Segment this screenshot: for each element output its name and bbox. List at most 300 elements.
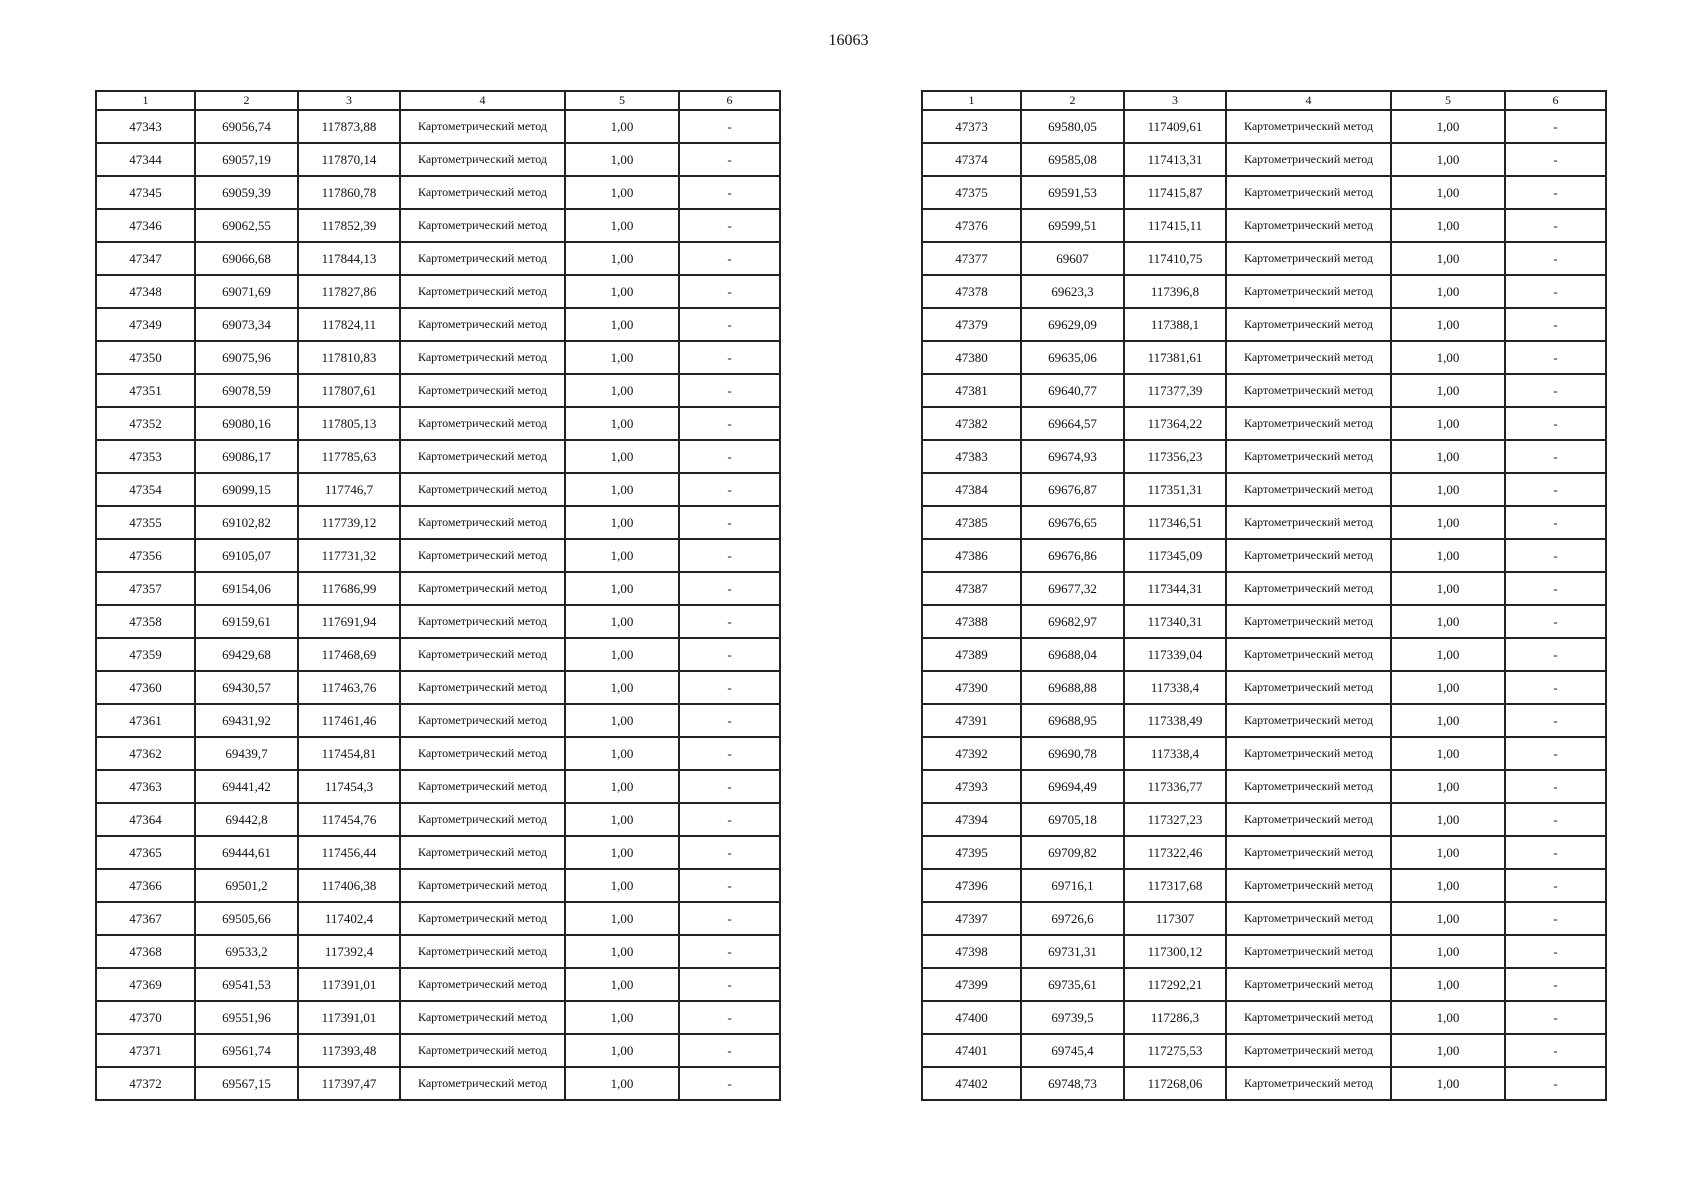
x-coordinate-cell: 69731,31 — [1021, 935, 1124, 968]
accuracy-cell: 1,00 — [565, 605, 679, 638]
note-cell: - — [1505, 209, 1606, 242]
table-row — [922, 506, 1606, 539]
column-header-6: 6 — [679, 91, 780, 110]
x-coordinate-cell: 69154,06 — [195, 572, 298, 605]
note-cell: - — [1505, 869, 1606, 902]
note-cell: - — [679, 572, 780, 605]
x-coordinate-cell: 69567,15 — [195, 1067, 298, 1100]
point-number-cell: 47378 — [922, 275, 1021, 308]
y-coordinate-cell: 117381,61 — [1124, 341, 1226, 374]
point-number-cell: 47383 — [922, 440, 1021, 473]
table-row — [922, 1034, 1606, 1067]
note-cell: - — [1505, 1067, 1606, 1100]
note-cell: - — [679, 407, 780, 440]
y-coordinate-cell: 117391,01 — [298, 968, 400, 1001]
table-body — [96, 110, 780, 1100]
point-number-cell: 47399 — [922, 968, 1021, 1001]
x-coordinate-cell: 69439,7 — [195, 737, 298, 770]
method-cell: Картометрический метод — [400, 902, 565, 935]
point-number-cell: 47381 — [922, 374, 1021, 407]
note-cell: - — [1505, 935, 1606, 968]
table-row — [922, 572, 1606, 605]
y-coordinate-cell: 117396,8 — [1124, 275, 1226, 308]
y-coordinate-cell: 117810,83 — [298, 341, 400, 374]
method-cell: Картометрический метод — [400, 803, 565, 836]
note-cell: - — [1505, 143, 1606, 176]
coordinates-table-left — [95, 90, 781, 1101]
x-coordinate-cell: 69159,61 — [195, 605, 298, 638]
x-coordinate-cell: 69739,5 — [1021, 1001, 1124, 1034]
note-cell: - — [679, 770, 780, 803]
x-coordinate-cell: 69541,53 — [195, 968, 298, 1001]
accuracy-cell: 1,00 — [1391, 935, 1505, 968]
note-cell: - — [679, 638, 780, 671]
x-coordinate-cell: 69688,88 — [1021, 671, 1124, 704]
point-number-cell: 47376 — [922, 209, 1021, 242]
method-cell: Картометрический метод — [400, 968, 565, 1001]
table-row — [96, 869, 780, 902]
accuracy-cell: 1,00 — [565, 539, 679, 572]
note-cell: - — [679, 539, 780, 572]
note-cell: - — [1505, 638, 1606, 671]
note-cell: - — [1505, 374, 1606, 407]
method-cell: Картометрический метод — [1226, 1034, 1391, 1067]
method-cell: Картометрический метод — [400, 176, 565, 209]
x-coordinate-cell: 69075,96 — [195, 341, 298, 374]
point-number-cell: 47356 — [96, 539, 195, 572]
table-row — [922, 341, 1606, 374]
accuracy-cell: 1,00 — [565, 143, 679, 176]
point-number-cell: 47401 — [922, 1034, 1021, 1067]
note-cell: - — [679, 440, 780, 473]
accuracy-cell: 1,00 — [565, 737, 679, 770]
note-cell: - — [1505, 341, 1606, 374]
accuracy-cell: 1,00 — [1391, 374, 1505, 407]
x-coordinate-cell: 69635,06 — [1021, 341, 1124, 374]
table-row — [96, 638, 780, 671]
accuracy-cell: 1,00 — [565, 1034, 679, 1067]
note-cell: - — [1505, 440, 1606, 473]
note-cell: - — [679, 1067, 780, 1100]
accuracy-cell: 1,00 — [565, 275, 679, 308]
x-coordinate-cell: 69073,34 — [195, 308, 298, 341]
column-header-1: 1 — [96, 91, 195, 110]
table-row — [922, 671, 1606, 704]
table-row — [96, 473, 780, 506]
table-row — [922, 836, 1606, 869]
accuracy-cell: 1,00 — [1391, 308, 1505, 341]
point-number-cell: 47373 — [922, 110, 1021, 143]
note-cell: - — [1505, 605, 1606, 638]
note-cell: - — [679, 374, 780, 407]
y-coordinate-cell: 117413,31 — [1124, 143, 1226, 176]
y-coordinate-cell: 117327,23 — [1124, 803, 1226, 836]
point-number-cell: 47388 — [922, 605, 1021, 638]
x-coordinate-cell: 69429,68 — [195, 638, 298, 671]
accuracy-cell: 1,00 — [565, 1067, 679, 1100]
table-row — [922, 374, 1606, 407]
note-cell: - — [679, 803, 780, 836]
table-row — [922, 539, 1606, 572]
point-number-cell: 47371 — [96, 1034, 195, 1067]
table-row — [922, 275, 1606, 308]
table-row — [96, 275, 780, 308]
method-cell: Картометрический метод — [1226, 605, 1391, 638]
x-coordinate-cell: 69551,96 — [195, 1001, 298, 1034]
table-row — [922, 638, 1606, 671]
y-coordinate-cell: 117873,88 — [298, 110, 400, 143]
method-cell: Картометрический метод — [400, 506, 565, 539]
table-row — [96, 968, 780, 1001]
method-cell: Картометрический метод — [1226, 572, 1391, 605]
table-row — [96, 737, 780, 770]
x-coordinate-cell: 69062,55 — [195, 209, 298, 242]
method-cell: Картометрический метод — [1226, 935, 1391, 968]
y-coordinate-cell: 117340,31 — [1124, 605, 1226, 638]
note-cell: - — [679, 1034, 780, 1067]
table-row — [96, 242, 780, 275]
note-cell: - — [1505, 803, 1606, 836]
point-number-cell: 47369 — [96, 968, 195, 1001]
accuracy-cell: 1,00 — [565, 1001, 679, 1034]
point-number-cell: 47351 — [96, 374, 195, 407]
table-row — [922, 143, 1606, 176]
point-number-cell: 47372 — [96, 1067, 195, 1100]
x-coordinate-cell: 69591,53 — [1021, 176, 1124, 209]
note-cell: - — [679, 869, 780, 902]
table-row — [96, 110, 780, 143]
x-coordinate-cell: 69735,61 — [1021, 968, 1124, 1001]
method-cell: Картометрический метод — [400, 209, 565, 242]
accuracy-cell: 1,00 — [1391, 605, 1505, 638]
y-coordinate-cell: 117275,53 — [1124, 1034, 1226, 1067]
point-number-cell: 47366 — [96, 869, 195, 902]
y-coordinate-cell: 117824,11 — [298, 308, 400, 341]
table-row — [922, 737, 1606, 770]
x-coordinate-cell: 69561,74 — [195, 1034, 298, 1067]
accuracy-cell: 1,00 — [1391, 275, 1505, 308]
accuracy-cell: 1,00 — [565, 836, 679, 869]
point-number-cell: 47402 — [922, 1067, 1021, 1100]
point-number-cell: 47355 — [96, 506, 195, 539]
table-row — [96, 770, 780, 803]
accuracy-cell: 1,00 — [565, 374, 679, 407]
y-coordinate-cell: 117454,3 — [298, 770, 400, 803]
point-number-cell: 47395 — [922, 836, 1021, 869]
method-cell: Картометрический метод — [400, 143, 565, 176]
accuracy-cell: 1,00 — [1391, 242, 1505, 275]
y-coordinate-cell: 117785,63 — [298, 440, 400, 473]
table-row — [922, 440, 1606, 473]
y-coordinate-cell: 117286,3 — [1124, 1001, 1226, 1034]
accuracy-cell: 1,00 — [1391, 341, 1505, 374]
table-row — [96, 308, 780, 341]
x-coordinate-cell: 69690,78 — [1021, 737, 1124, 770]
method-cell: Картометрический метод — [1226, 539, 1391, 572]
method-cell: Картометрический метод — [1226, 407, 1391, 440]
method-cell: Картометрический метод — [1226, 143, 1391, 176]
point-number-cell: 47396 — [922, 869, 1021, 902]
method-cell: Картометрический метод — [400, 638, 565, 671]
y-coordinate-cell: 117322,46 — [1124, 836, 1226, 869]
note-cell: - — [679, 704, 780, 737]
point-number-cell: 47377 — [922, 242, 1021, 275]
note-cell: - — [1505, 308, 1606, 341]
point-number-cell: 47362 — [96, 737, 195, 770]
table-row — [96, 209, 780, 242]
point-number-cell: 47367 — [96, 902, 195, 935]
accuracy-cell: 1,00 — [565, 341, 679, 374]
x-coordinate-cell: 69585,08 — [1021, 143, 1124, 176]
accuracy-cell: 1,00 — [1391, 473, 1505, 506]
note-cell: - — [1505, 671, 1606, 704]
point-number-cell: 47379 — [922, 308, 1021, 341]
y-coordinate-cell: 117392,4 — [298, 935, 400, 968]
table-row — [96, 506, 780, 539]
note-cell: - — [1505, 539, 1606, 572]
x-coordinate-cell: 69676,87 — [1021, 473, 1124, 506]
table-header — [922, 91, 1606, 110]
table-row — [96, 407, 780, 440]
page-number: 16063 — [828, 32, 869, 49]
y-coordinate-cell: 117746,7 — [298, 473, 400, 506]
point-number-cell: 47360 — [96, 671, 195, 704]
y-coordinate-cell: 117468,69 — [298, 638, 400, 671]
table-row — [922, 968, 1606, 1001]
x-coordinate-cell: 69580,05 — [1021, 110, 1124, 143]
method-cell: Картометрический метод — [1226, 341, 1391, 374]
table-row — [922, 902, 1606, 935]
accuracy-cell: 1,00 — [1391, 770, 1505, 803]
x-coordinate-cell: 69099,15 — [195, 473, 298, 506]
x-coordinate-cell: 69674,93 — [1021, 440, 1124, 473]
point-number-cell: 47389 — [922, 638, 1021, 671]
table-row — [96, 935, 780, 968]
method-cell: Картометрический метод — [400, 737, 565, 770]
method-cell: Картометрический метод — [1226, 704, 1391, 737]
method-cell: Картометрический метод — [400, 110, 565, 143]
y-coordinate-cell: 117686,99 — [298, 572, 400, 605]
point-number-cell: 47391 — [922, 704, 1021, 737]
accuracy-cell: 1,00 — [565, 671, 679, 704]
method-cell: Картометрический метод — [1226, 176, 1391, 209]
column-header-4: 4 — [1226, 91, 1391, 110]
method-cell: Картометрический метод — [1226, 638, 1391, 671]
y-coordinate-cell: 117336,77 — [1124, 770, 1226, 803]
method-cell: Картометрический метод — [400, 836, 565, 869]
column-header-2: 2 — [1021, 91, 1124, 110]
accuracy-cell: 1,00 — [565, 869, 679, 902]
table-row — [96, 704, 780, 737]
coordinates-table-right — [921, 90, 1607, 1101]
table-row — [922, 473, 1606, 506]
table-row — [96, 1001, 780, 1034]
point-number-cell: 47359 — [96, 638, 195, 671]
x-coordinate-cell: 69688,95 — [1021, 704, 1124, 737]
method-cell: Картометрический метод — [400, 341, 565, 374]
y-coordinate-cell: 117300,12 — [1124, 935, 1226, 968]
method-cell: Картометрический метод — [1226, 209, 1391, 242]
x-coordinate-cell: 69682,97 — [1021, 605, 1124, 638]
method-cell: Картометрический метод — [1226, 374, 1391, 407]
x-coordinate-cell: 69057,19 — [195, 143, 298, 176]
point-number-cell: 47357 — [96, 572, 195, 605]
note-cell: - — [1505, 572, 1606, 605]
note-cell: - — [1505, 737, 1606, 770]
accuracy-cell: 1,00 — [1391, 671, 1505, 704]
method-cell: Картометрический метод — [400, 704, 565, 737]
y-coordinate-cell: 117307 — [1124, 902, 1226, 935]
table-row — [922, 1001, 1606, 1034]
x-coordinate-cell: 69105,07 — [195, 539, 298, 572]
point-number-cell: 47380 — [922, 341, 1021, 374]
x-coordinate-cell: 69664,57 — [1021, 407, 1124, 440]
table-row — [922, 704, 1606, 737]
x-coordinate-cell: 69059,39 — [195, 176, 298, 209]
accuracy-cell: 1,00 — [1391, 572, 1505, 605]
y-coordinate-cell: 117844,13 — [298, 242, 400, 275]
method-cell: Картометрический метод — [1226, 1067, 1391, 1100]
method-cell: Картометрический метод — [400, 671, 565, 704]
x-coordinate-cell: 69501,2 — [195, 869, 298, 902]
table-row — [96, 902, 780, 935]
point-number-cell: 47382 — [922, 407, 1021, 440]
x-coordinate-cell: 69677,32 — [1021, 572, 1124, 605]
method-cell: Картометрический метод — [1226, 836, 1391, 869]
accuracy-cell: 1,00 — [565, 407, 679, 440]
point-number-cell: 47361 — [96, 704, 195, 737]
table-row — [96, 836, 780, 869]
y-coordinate-cell: 117393,48 — [298, 1034, 400, 1067]
note-cell: - — [679, 968, 780, 1001]
accuracy-cell: 1,00 — [565, 935, 679, 968]
point-number-cell: 47354 — [96, 473, 195, 506]
point-number-cell: 47386 — [922, 539, 1021, 572]
x-coordinate-cell: 69726,6 — [1021, 902, 1124, 935]
y-coordinate-cell: 117739,12 — [298, 506, 400, 539]
accuracy-cell: 1,00 — [565, 176, 679, 209]
note-cell: - — [679, 242, 780, 275]
point-number-cell: 47364 — [96, 803, 195, 836]
table-row — [96, 671, 780, 704]
accuracy-cell: 1,00 — [1391, 539, 1505, 572]
accuracy-cell: 1,00 — [565, 572, 679, 605]
accuracy-cell: 1,00 — [1391, 1001, 1505, 1034]
method-cell: Картометрический метод — [1226, 803, 1391, 836]
note-cell: - — [679, 275, 780, 308]
y-coordinate-cell: 117456,44 — [298, 836, 400, 869]
note-cell: - — [679, 176, 780, 209]
accuracy-cell: 1,00 — [565, 242, 679, 275]
accuracy-cell: 1,00 — [565, 209, 679, 242]
y-coordinate-cell: 117461,46 — [298, 704, 400, 737]
table-row — [96, 1067, 780, 1100]
accuracy-cell: 1,00 — [565, 968, 679, 1001]
accuracy-cell: 1,00 — [565, 506, 679, 539]
table-row — [922, 242, 1606, 275]
y-coordinate-cell: 117344,31 — [1124, 572, 1226, 605]
y-coordinate-cell: 117377,39 — [1124, 374, 1226, 407]
method-cell: Картометрический метод — [400, 473, 565, 506]
column-header-3: 3 — [298, 91, 400, 110]
note-cell: - — [1505, 473, 1606, 506]
x-coordinate-cell: 69078,59 — [195, 374, 298, 407]
x-coordinate-cell: 69102,82 — [195, 506, 298, 539]
method-cell: Картометрический метод — [1226, 110, 1391, 143]
note-cell: - — [679, 506, 780, 539]
method-cell: Картометрический метод — [1226, 242, 1391, 275]
point-number-cell: 47353 — [96, 440, 195, 473]
accuracy-cell: 1,00 — [1391, 902, 1505, 935]
point-number-cell: 47398 — [922, 935, 1021, 968]
method-cell: Картометрический метод — [1226, 473, 1391, 506]
table-row — [96, 143, 780, 176]
y-coordinate-cell: 117338,4 — [1124, 671, 1226, 704]
method-cell: Картометрический метод — [400, 605, 565, 638]
method-cell: Картометрический метод — [1226, 770, 1391, 803]
accuracy-cell: 1,00 — [1391, 836, 1505, 869]
method-cell: Картометрический метод — [1226, 275, 1391, 308]
accuracy-cell: 1,00 — [1391, 407, 1505, 440]
note-cell: - — [679, 110, 780, 143]
method-cell: Картометрический метод — [1226, 737, 1391, 770]
y-coordinate-cell: 117268,06 — [1124, 1067, 1226, 1100]
x-coordinate-cell: 69676,86 — [1021, 539, 1124, 572]
y-coordinate-cell: 117339,04 — [1124, 638, 1226, 671]
x-coordinate-cell: 69748,73 — [1021, 1067, 1124, 1100]
y-coordinate-cell: 117338,49 — [1124, 704, 1226, 737]
note-cell: - — [1505, 242, 1606, 275]
note-cell: - — [679, 902, 780, 935]
table-row — [922, 770, 1606, 803]
note-cell: - — [1505, 110, 1606, 143]
column-header-2: 2 — [195, 91, 298, 110]
note-cell: - — [679, 209, 780, 242]
y-coordinate-cell: 117805,13 — [298, 407, 400, 440]
point-number-cell: 47397 — [922, 902, 1021, 935]
point-number-cell: 47393 — [922, 770, 1021, 803]
point-number-cell: 47385 — [922, 506, 1021, 539]
column-header-1: 1 — [922, 91, 1021, 110]
column-header-4: 4 — [400, 91, 565, 110]
header-row — [922, 91, 1606, 110]
y-coordinate-cell: 117454,76 — [298, 803, 400, 836]
y-coordinate-cell: 117415,11 — [1124, 209, 1226, 242]
note-cell: - — [1505, 407, 1606, 440]
accuracy-cell: 1,00 — [565, 704, 679, 737]
method-cell: Картометрический метод — [400, 572, 565, 605]
note-cell: - — [1505, 704, 1606, 737]
point-number-cell: 47368 — [96, 935, 195, 968]
method-cell: Картометрический метод — [1226, 1001, 1391, 1034]
y-coordinate-cell: 117388,1 — [1124, 308, 1226, 341]
y-coordinate-cell: 117463,76 — [298, 671, 400, 704]
x-coordinate-cell: 69505,66 — [195, 902, 298, 935]
method-cell: Картометрический метод — [1226, 506, 1391, 539]
accuracy-cell: 1,00 — [565, 638, 679, 671]
column-header-3: 3 — [1124, 91, 1226, 110]
table-header — [96, 91, 780, 110]
note-cell: - — [1505, 836, 1606, 869]
method-cell: Картометрический метод — [400, 407, 565, 440]
note-cell: - — [679, 935, 780, 968]
x-coordinate-cell: 69623,3 — [1021, 275, 1124, 308]
note-cell: - — [1505, 275, 1606, 308]
accuracy-cell: 1,00 — [1391, 440, 1505, 473]
y-coordinate-cell: 117356,23 — [1124, 440, 1226, 473]
method-cell: Картометрический метод — [400, 1001, 565, 1034]
accuracy-cell: 1,00 — [1391, 176, 1505, 209]
